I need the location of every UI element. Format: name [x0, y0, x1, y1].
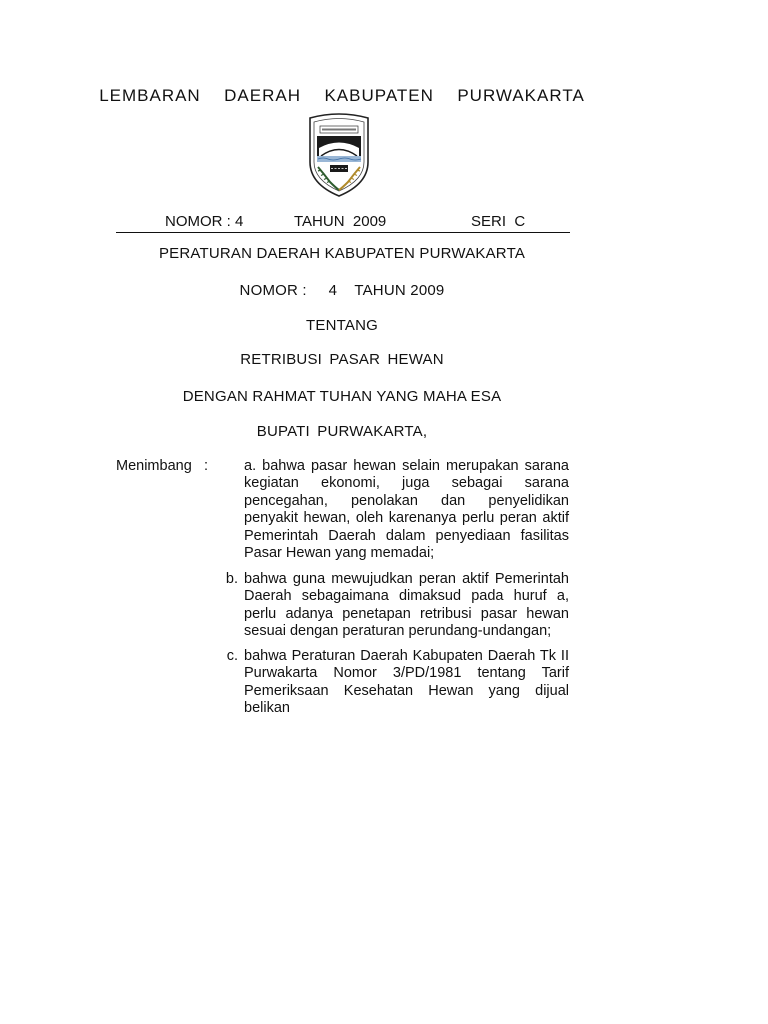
regulation-subject: RETRIBUSI PASAR HEWAN — [240, 351, 444, 368]
considering-item-b — [218, 571, 569, 641]
considering-colon: : — [204, 458, 209, 474]
header-divider — [116, 232, 570, 233]
item-marker: b. — [225, 571, 238, 587]
item-text: a. bahwa pasar hewan selain merupakan sarana kegiatan ekonomi, juga sebagai sarana pencegahan, penolakan dan penyelidikan penyakit hewan, oleh karenanya perlu peran aktif Pemerintah Daerah dalam penyediaan fasilitas Pasar Hewan yang memadai; — [244, 458, 569, 562]
considering-item-c — [218, 648, 569, 718]
item-text: bahwa Peraturan Daerah Kabupaten Daerah Tk II Purwakarta Nomor 3/PD/1981 tentang Tarif Pemeriksaan Kesehatan Hewan yang dijual belikan — [244, 648, 569, 717]
regency-emblem — [306, 112, 372, 198]
regulation-number: NOMOR : 4 TAHUN 2009 — [239, 282, 445, 299]
invocation-line: DENGAN RAHMAT TUHAN YANG MAHA ESA — [182, 388, 502, 405]
gazette-year: TAHUN 2009 — [294, 213, 387, 230]
item-text: bahwa guna mewujudkan peran aktif Pemerintah Daerah sebagaimana dimaksud pada huruf a, perlu adanya penetapan retribusi pasar hewan sesuai dengan peraturan perundang-undangan; — [244, 571, 569, 640]
about-label: TENTANG — [306, 317, 378, 334]
item-marker: c. — [226, 648, 238, 664]
considering-label: Menimbang — [116, 458, 192, 474]
gazette-series: SERI C — [471, 213, 526, 230]
regent-line: BUPATI PURWAKARTA, — [256, 423, 428, 440]
gazette-title: LEMBARAN DAERAH KABUPATEN PURWAKARTA — [99, 86, 585, 105]
regulation-title: PERATURAN DAERAH KABUPATEN PURWAKARTA — [158, 245, 526, 262]
gazette-number: NOMOR : 4 — [165, 213, 244, 230]
considering-item-a — [218, 458, 569, 562]
